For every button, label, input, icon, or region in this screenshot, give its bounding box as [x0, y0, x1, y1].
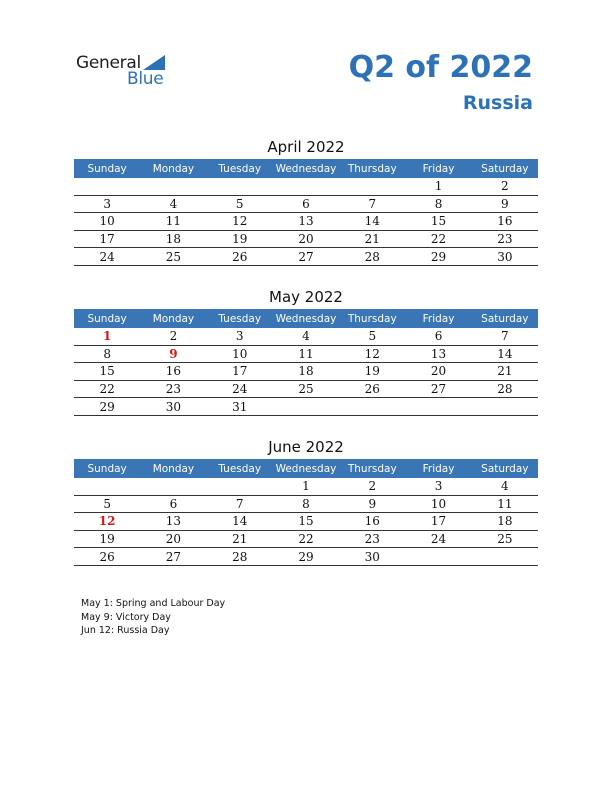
- holiday-note: May 9: Victory Day: [81, 611, 171, 623]
- day-cell: [273, 178, 339, 195]
- weekday-header: Thursday: [339, 459, 405, 478]
- day-cell: 27: [140, 548, 206, 566]
- day-cell: [472, 548, 538, 566]
- day-cell: 20: [405, 363, 471, 381]
- day-cell: [74, 478, 140, 495]
- weekday-header: Wednesday: [273, 159, 339, 178]
- day-cell: 4: [472, 478, 538, 495]
- day-cell: 14: [339, 213, 405, 231]
- day-cell: 9: [472, 195, 538, 213]
- day-cell: 17: [74, 230, 140, 248]
- week-row: [74, 398, 538, 416]
- calendar-table: [74, 459, 538, 566]
- day-cell: 11: [472, 495, 538, 513]
- day-cell: 2: [472, 178, 538, 195]
- day-cell: 14: [207, 513, 273, 531]
- month-title: April 2022: [267, 138, 345, 156]
- day-cell: 16: [472, 213, 538, 231]
- day-cell: 29: [273, 548, 339, 566]
- weekday-header: Wednesday: [273, 459, 339, 478]
- holiday-day-cell: 9: [140, 345, 206, 363]
- day-cell: 2: [140, 328, 206, 345]
- day-cell: 29: [74, 398, 140, 416]
- day-cell: 1: [405, 178, 471, 195]
- day-cell: 5: [207, 195, 273, 213]
- day-cell: 30: [339, 548, 405, 566]
- day-cell: 15: [74, 363, 140, 381]
- day-cell: 16: [339, 513, 405, 531]
- week-row: [74, 345, 538, 363]
- day-cell: 28: [207, 548, 273, 566]
- day-cell: 10: [405, 495, 471, 513]
- day-cell: 23: [339, 530, 405, 548]
- day-cell: [74, 178, 140, 195]
- holiday-notes: [81, 597, 225, 638]
- weekday-header-row: [74, 459, 538, 478]
- logo-general-text: General: [76, 53, 141, 73]
- week-row: [74, 513, 538, 531]
- week-row: [74, 178, 538, 195]
- day-cell: 7: [207, 495, 273, 513]
- day-cell: 30: [140, 398, 206, 416]
- day-cell: 9: [339, 495, 405, 513]
- weekday-header: Wednesday: [273, 309, 339, 328]
- day-cell: 25: [140, 248, 206, 266]
- week-row: [74, 328, 538, 345]
- weekday-header: Tuesday: [207, 309, 273, 328]
- holiday-day-cell: 12: [74, 513, 140, 531]
- weekday-header: Thursday: [339, 159, 405, 178]
- day-cell: 28: [339, 248, 405, 266]
- day-cell: 31: [207, 398, 273, 416]
- weekday-header: Saturday: [472, 309, 538, 328]
- calendar-table: [74, 309, 538, 416]
- day-cell: 6: [140, 495, 206, 513]
- weekday-header: Tuesday: [207, 459, 273, 478]
- day-cell: [405, 548, 471, 566]
- day-cell: [339, 178, 405, 195]
- day-cell: 13: [273, 213, 339, 231]
- day-cell: 27: [273, 248, 339, 266]
- day-cell: 10: [74, 213, 140, 231]
- day-cell: 22: [74, 380, 140, 398]
- weekday-header: Friday: [405, 159, 471, 178]
- week-row: [74, 495, 538, 513]
- weekday-header: Monday: [140, 159, 206, 178]
- day-cell: 28: [472, 380, 538, 398]
- day-cell: 21: [207, 530, 273, 548]
- month-title: May 2022: [269, 288, 343, 306]
- day-cell: 8: [74, 345, 140, 363]
- day-cell: 23: [472, 230, 538, 248]
- day-cell: 13: [140, 513, 206, 531]
- day-cell: 10: [207, 345, 273, 363]
- day-cell: 26: [339, 380, 405, 398]
- day-cell: 25: [273, 380, 339, 398]
- day-cell: 4: [140, 195, 206, 213]
- day-cell: 24: [207, 380, 273, 398]
- day-cell: 30: [472, 248, 538, 266]
- day-cell: 18: [472, 513, 538, 531]
- day-cell: 24: [405, 530, 471, 548]
- day-cell: 16: [140, 363, 206, 381]
- day-cell: 20: [273, 230, 339, 248]
- day-cell: 15: [405, 213, 471, 231]
- day-cell: 12: [339, 345, 405, 363]
- calendar-table: [74, 159, 538, 266]
- day-cell: 22: [405, 230, 471, 248]
- weekday-header-row: [74, 309, 538, 328]
- holiday-day-cell: 1: [74, 328, 140, 345]
- day-cell: 17: [207, 363, 273, 381]
- logo-blue-text: Blue: [127, 69, 164, 89]
- day-cell: 7: [339, 195, 405, 213]
- day-cell: 6: [405, 328, 471, 345]
- holiday-note: May 1: Spring and Labour Day: [81, 598, 226, 609]
- week-row: [74, 530, 538, 548]
- weekday-header: Sunday: [74, 309, 140, 328]
- day-cell: 8: [405, 195, 471, 213]
- day-cell: 26: [74, 548, 140, 566]
- day-cell: 21: [339, 230, 405, 248]
- generalblue-logo: [76, 53, 176, 89]
- day-cell: 26: [207, 248, 273, 266]
- weekday-header: Saturday: [472, 159, 538, 178]
- day-cell: 3: [405, 478, 471, 495]
- holiday-note: Jun 12: Russia Day: [81, 625, 170, 636]
- day-cell: 8: [273, 495, 339, 513]
- day-cell: 20: [140, 530, 206, 548]
- weekday-header: Thursday: [339, 309, 405, 328]
- day-cell: [140, 478, 206, 495]
- week-row: [74, 380, 538, 398]
- day-cell: [273, 398, 339, 416]
- day-cell: 15: [273, 513, 339, 531]
- weekday-header: Sunday: [74, 159, 140, 178]
- month-may: [74, 287, 538, 416]
- weekday-header: Friday: [405, 459, 471, 478]
- week-row: [74, 248, 538, 266]
- day-cell: 17: [405, 513, 471, 531]
- day-cell: [405, 398, 471, 416]
- day-cell: 25: [472, 530, 538, 548]
- week-row: [74, 548, 538, 566]
- week-row: [74, 478, 538, 495]
- weekday-header-row: [74, 159, 538, 178]
- month-title: June 2022: [268, 438, 344, 456]
- day-cell: [339, 398, 405, 416]
- weekday-header: Monday: [140, 459, 206, 478]
- weekday-header: Monday: [140, 309, 206, 328]
- weekday-header: Friday: [405, 309, 471, 328]
- week-row: [74, 213, 538, 231]
- day-cell: [472, 398, 538, 416]
- day-cell: 22: [273, 530, 339, 548]
- day-cell: 12: [207, 213, 273, 231]
- day-cell: 19: [207, 230, 273, 248]
- week-row: [74, 195, 538, 213]
- day-cell: 4: [273, 328, 339, 345]
- weekday-header: Sunday: [74, 459, 140, 478]
- day-cell: 5: [339, 328, 405, 345]
- day-cell: 6: [273, 195, 339, 213]
- day-cell: 3: [74, 195, 140, 213]
- day-cell: 2: [339, 478, 405, 495]
- day-cell: [207, 478, 273, 495]
- day-cell: 19: [74, 530, 140, 548]
- day-cell: 11: [273, 345, 339, 363]
- day-cell: 23: [140, 380, 206, 398]
- day-cell: 19: [339, 363, 405, 381]
- country-name: Russia: [462, 92, 533, 114]
- day-cell: 14: [472, 345, 538, 363]
- day-cell: 27: [405, 380, 471, 398]
- day-cell: 3: [207, 328, 273, 345]
- month-june: [74, 437, 538, 566]
- page-title: Q2 of 2022: [348, 50, 533, 85]
- day-cell: 7: [472, 328, 538, 345]
- day-cell: 24: [74, 248, 140, 266]
- day-cell: 18: [273, 363, 339, 381]
- week-row: [74, 363, 538, 381]
- day-cell: 21: [472, 363, 538, 381]
- day-cell: [140, 178, 206, 195]
- day-cell: 29: [405, 248, 471, 266]
- day-cell: [207, 178, 273, 195]
- weekday-header: Saturday: [472, 459, 538, 478]
- weekday-header: Tuesday: [207, 159, 273, 178]
- day-cell: 1: [273, 478, 339, 495]
- day-cell: 5: [74, 495, 140, 513]
- month-april: [74, 137, 538, 266]
- day-cell: 18: [140, 230, 206, 248]
- day-cell: 13: [405, 345, 471, 363]
- week-row: [74, 230, 538, 248]
- day-cell: 11: [140, 213, 206, 231]
